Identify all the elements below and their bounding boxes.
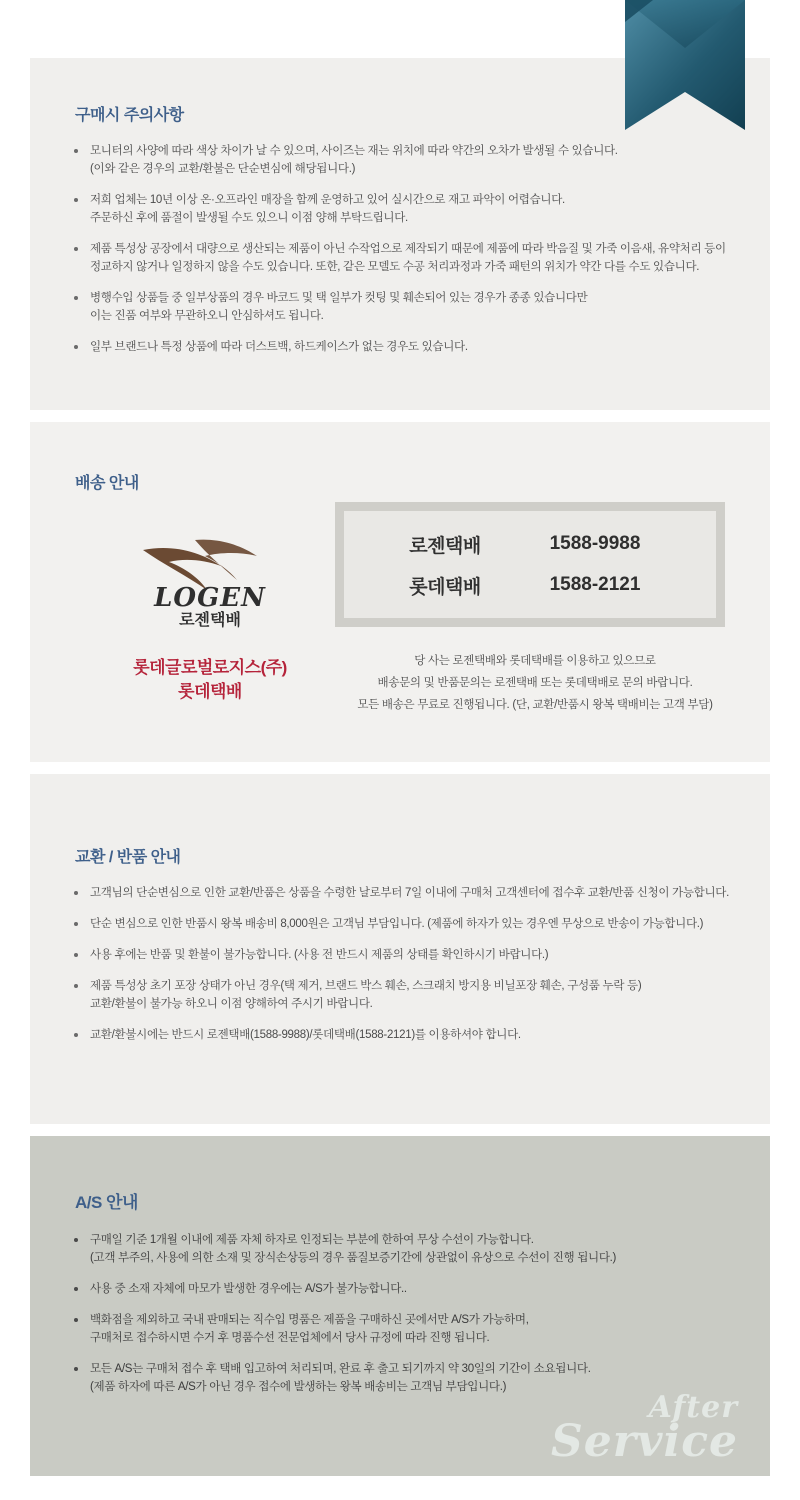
- logen-logo-icon: [135, 532, 285, 628]
- courier-name: 로젠택배: [409, 535, 481, 557]
- list-item: 저희 업체는 10년 이상 온·오프라인 매장을 함께 운영하고 있어 실시간으로 재고 파악이 어렵습니다. 주문하신 후에 품절이 발생될 수도 있으니 이점 양해 부탁드립니다.: [70, 191, 740, 227]
- section-title: 배송 안내: [75, 475, 139, 492]
- section-after-service: [30, 1136, 770, 1476]
- list-item: 사용 후에는 반품 및 환불이 불가능합니다. (사용 전 반드시 제품의 상태를 확인하시기 바랍니다.): [70, 946, 740, 964]
- courier-number: 1588-2121: [549, 574, 641, 595]
- ribbon-icon: [625, 0, 745, 130]
- returns-list: [70, 884, 740, 1057]
- section-title: 구매시 주의사항: [75, 107, 184, 124]
- courier-phone-row: [344, 565, 716, 606]
- courier-number: 1588-9988: [549, 533, 641, 554]
- section-title: 교환 / 반품 안내: [75, 849, 181, 866]
- list-item: 백화점을 제외하고 국내 판매되는 직수입 명품은 제품을 구매하신 곳에서만 A/S가 가능하며, 구매처로 접수하시면 수거 후 명품수선 전문업체에서 당사 규정에 따라 진행 됩니다.: [70, 1311, 740, 1347]
- list-item: 교환/환불시에는 반드시 로젠택배(1588-9988)/롯데택배(1588-2121)를 이용하셔야 합니다.: [70, 1026, 740, 1044]
- section-shipping-info: [30, 422, 770, 762]
- section-title: A/S 안내: [75, 1193, 138, 1212]
- list-item: 구매일 기준 1개월 이내에 제품 자체 하자로 인정되는 부분에 한하여 무상 수선이 가능합니다. (고객 부주의, 사용에 의한 소재 및 장식손상등의 경우 품질보증기간에 상관없이 유상으로 수선이 진행 됩니다.): [70, 1231, 740, 1267]
- notice-list: [70, 142, 740, 369]
- lotte-courier-name: 롯데글로벌로지스(주) 롯데택배: [133, 658, 287, 701]
- list-item: 고객님의 단순변심으로 인한 교환/반품은 상품을 수령한 날로부터 7일 이내에 구매처 고객센터에 접수후 교환/반품 신청이 가능합니다.: [70, 884, 740, 902]
- list-item: 일부 브랜드나 특정 상품에 따라 더스트백, 하드케이스가 없는 경우도 있습니다.: [70, 338, 740, 356]
- svg-text:로젠택배: 로젠택배: [179, 612, 241, 628]
- courier-logo-block: [105, 532, 315, 704]
- ribbon-decoration: [625, 0, 745, 130]
- courier-name: 롯데택배: [409, 576, 481, 598]
- shipping-note: 당 사는 로젠택배와 롯데택배를 이용하고 있으므로 배송문의 및 반품문의는 로젠택배 또는 롯데택배로 문의 바랍니다. 모든 배송은 무료로 진행됩니다. (단, 교환/반품시 왕복 택배비는 고객 부담): [357, 655, 713, 711]
- after-service-watermark: After Service: [550, 1389, 738, 1467]
- list-item: 병행수입 상품들 중 일부상품의 경우 바코드 및 택 일부가 컷팅 및 훼손되어 있는 경우가 종종 있습니다만 이는 진품 여부와 무관하오니 안심하셔도 됩니다.: [70, 289, 740, 325]
- courier-phone-box: [335, 502, 725, 627]
- list-item: 모니터의 사양에 따라 색상 차이가 날 수 있으며, 사이즈는 재는 위치에 따라 약간의 오차가 발생될 수 있습니다. (이와 같은 경우의 교환/환불은 단순변심에 해당됩니다.): [70, 142, 740, 178]
- list-item: 단순 변심으로 인한 반품시 왕복 배송비 8,000원은 고객님 부담입니다. (제품에 하자가 있는 경우엔 무상으로 반송이 가능합니다.): [70, 915, 740, 933]
- list-item: 제품 특성상 공장에서 대량으로 생산되는 제품이 아닌 수작업으로 제작되기 때문에 제품에 따라 박음질 및 가죽 이음새, 유약처리 등이 정교하지 않거나 일정하지 않을 수도 있습니다. 또한, 같은 모델도 수공 처리과정과 가죽 패턴의 위치가 약간 다를 수도 있습니다.: [70, 240, 740, 276]
- svg-text:LOGEN: LOGEN: [154, 583, 266, 613]
- list-item: 모든 A/S는 구매처 접수 후 택배 입고하여 처리되며, 완료 후 출고 되기까지 약 30일의 기간이 소요됩니다. (제품 하자에 따른 A/S가 아닌 경우 접수에 발생하는 왕복 배송비는 고객님 부담입니다.): [70, 1360, 740, 1396]
- courier-phone-row: [344, 524, 716, 565]
- as-list: [70, 1231, 740, 1409]
- list-item: 제품 특성상 초기 포장 상태가 아닌 경우(택 제거, 브랜드 박스 훼손, 스크래치 방지용 비닐포장 훼손, 구성품 누락 등) 교환/환불이 불가능 하오니 이점 양해하여 주시기 바랍니다.: [70, 977, 740, 1013]
- section-exchange-return: [30, 774, 770, 1124]
- list-item: 사용 중 소재 자체에 마모가 발생한 경우에는 A/S가 불가능합니다..: [70, 1280, 740, 1298]
